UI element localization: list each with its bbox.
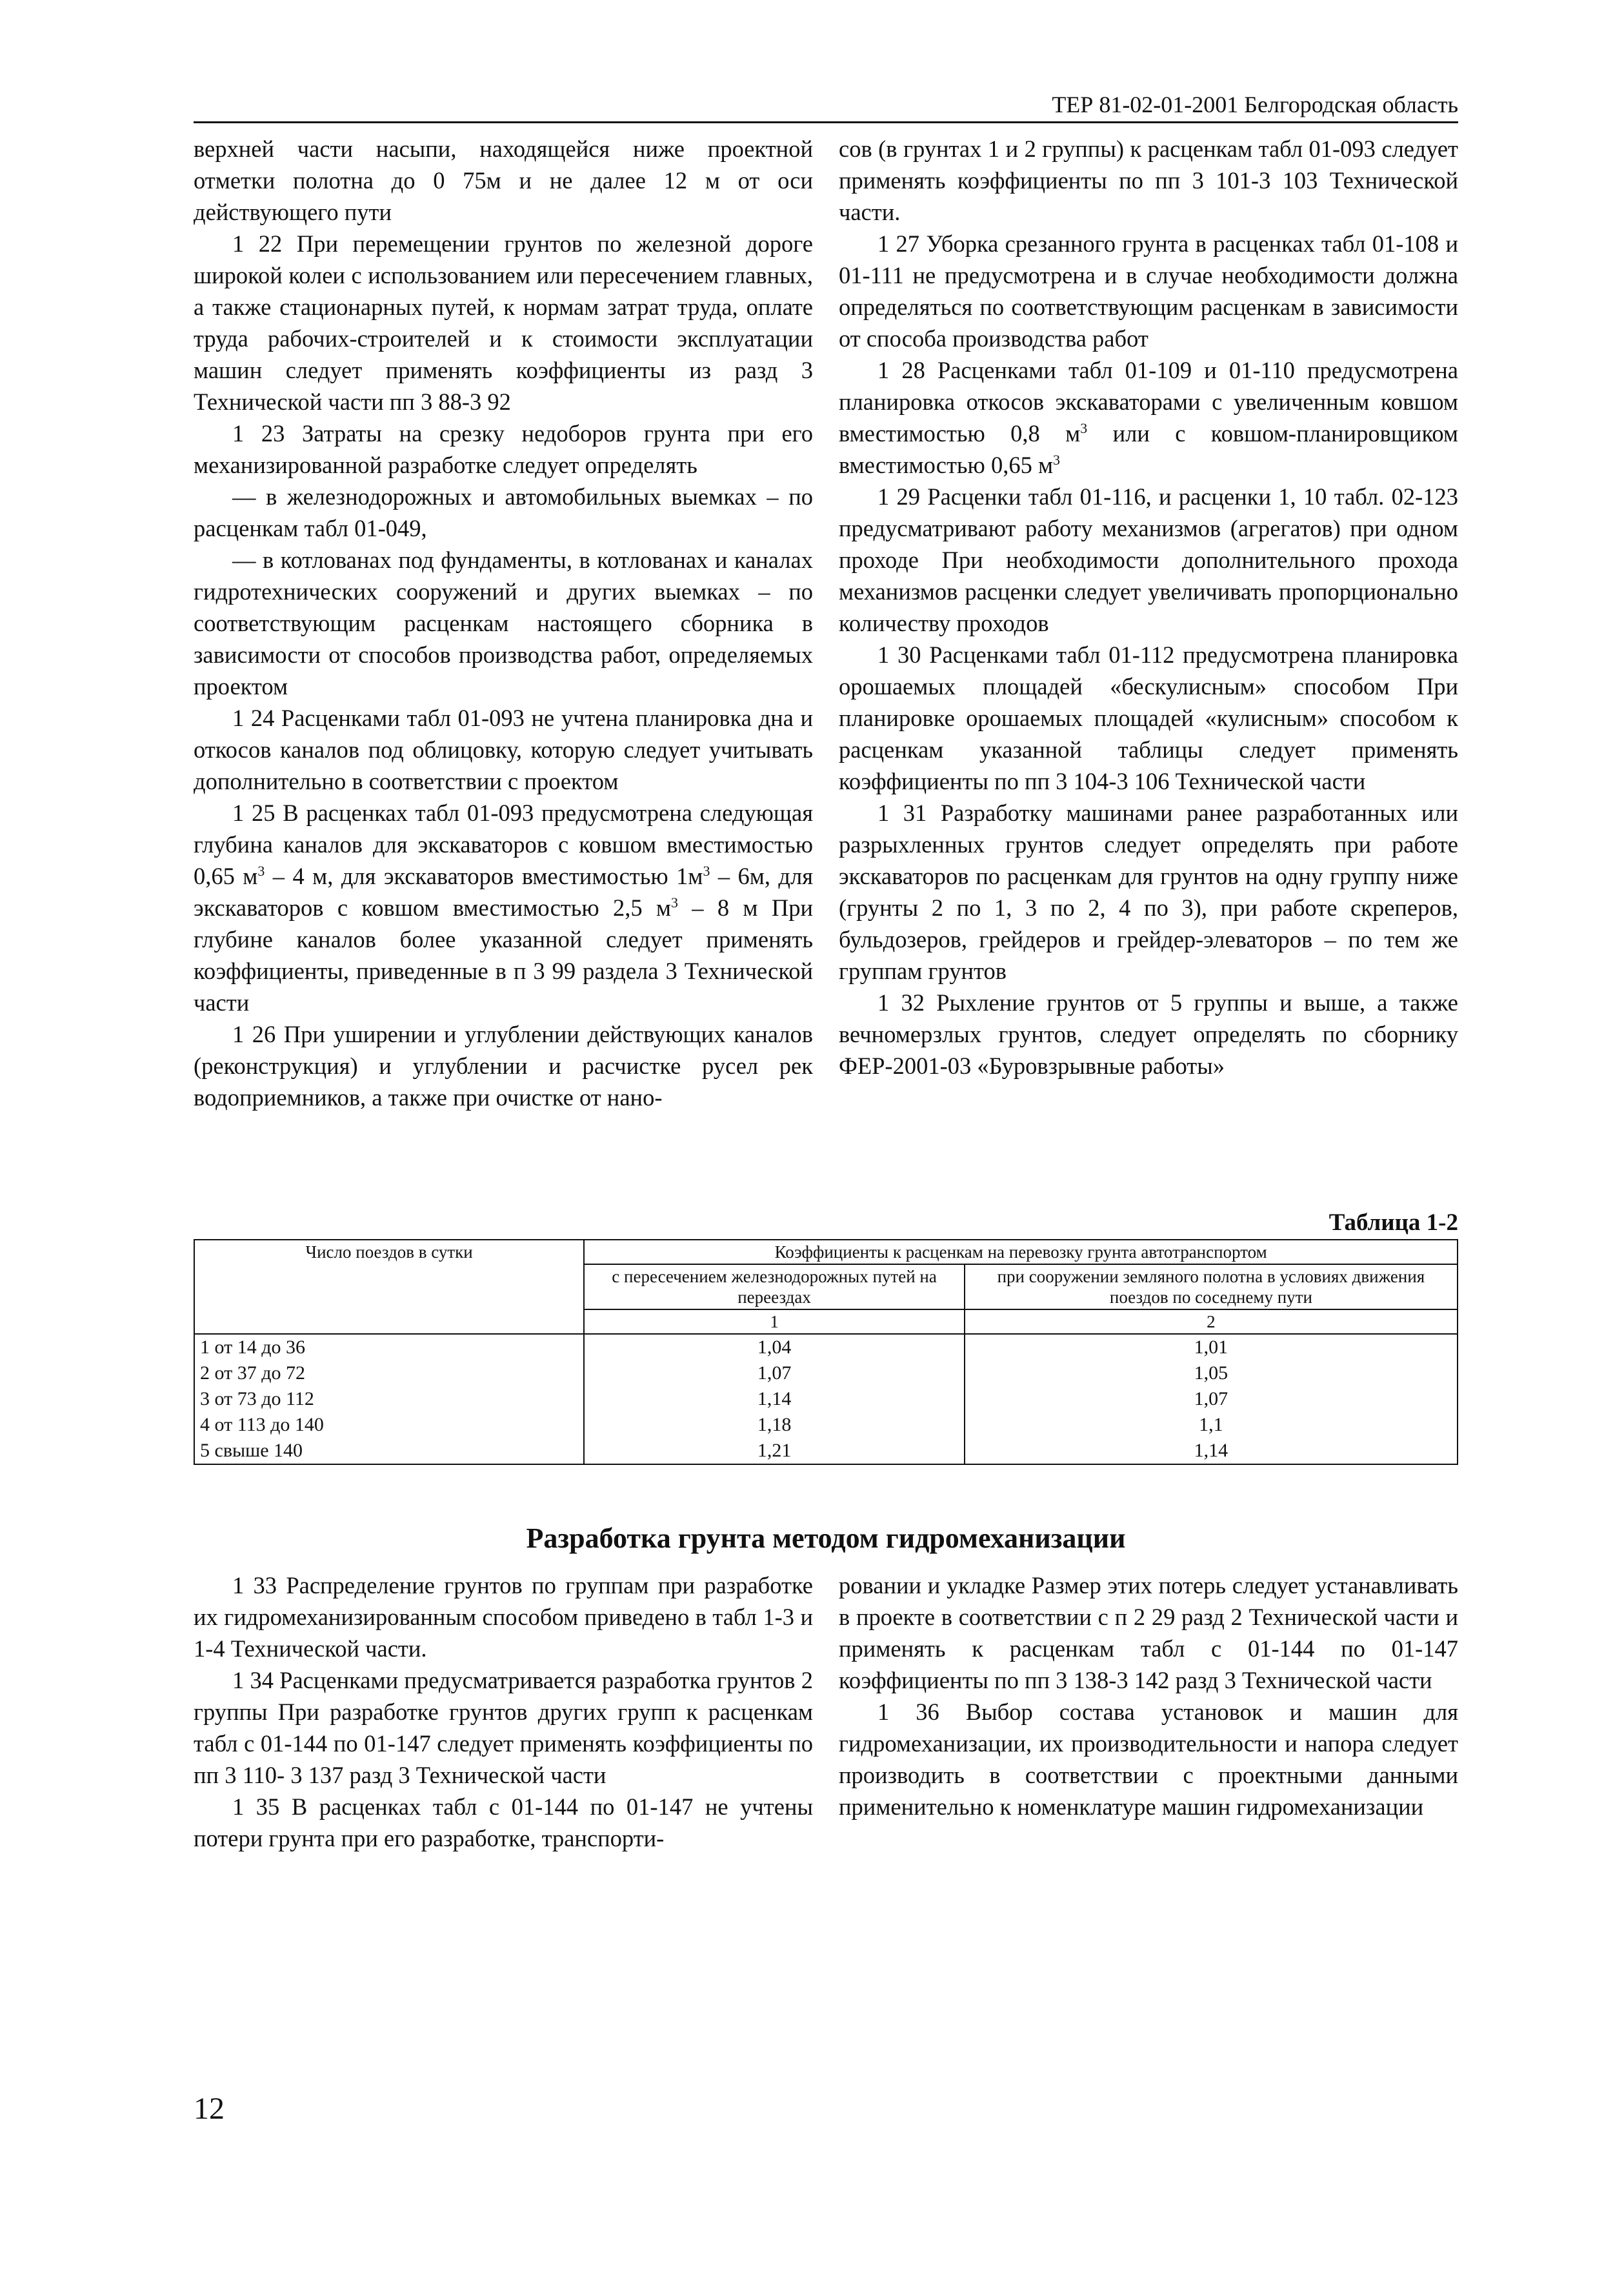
paragraph-1-28: 1 28 Расценками табл 01-109 и 01-110 предусмотрена планировка откосов экскаваторами с увеличенным ковшом вместимостью 0,8 $м^3$ или с ковшом-планировщиком вместимостью 0,65 $м^3$	[839, 357, 1458, 478]
cell-value: 1,14	[965, 1438, 1458, 1464]
coefficients-table	[194, 1239, 1458, 1465]
column-number: 2	[965, 1309, 1458, 1334]
page-header: ТЕР 81-02-01-2001 Белгородская область	[194, 90, 1458, 123]
cell-value: 1,01	[965, 1334, 1458, 1360]
paragraph-1-27: 1 27 Уборка срезанного грунта в расценках табл 01-108 и 01-111 не предусмотрена и в случае необходимости должна определяться по соответствующим расценкам в зависимости от способа производства работ	[839, 230, 1458, 352]
paragraph-1-31: 1 31 Разработку машинами ранее разработанных или разрыхленных грунтов следует определять при работе экскаваторов по расценкам для грунтов на одну группу ниже (грунты 2 по 1, 3 по 2, 4 по 3), при работе скреперов, бульдозеров, грейдеров и грейдер-элеваторов – по тем же группам грунтов	[839, 800, 1458, 984]
cell-value: 1,21	[584, 1438, 965, 1464]
paragraph-1-22: 1 22 При перемещении грунтов по железной дороге широкой колеи с использованием или пересечением главных, а также стационарных путей, к нормам затрат труда, оплате труда рабочих-строителей и к стоимости эксплуатации машин следует применять коэффициенты из разд 3 Технической части пп 3 88-3 92	[194, 230, 813, 415]
list-item-dash: — в железнодорожных и автомобильных выемках – по расценкам табл 01-049,	[194, 483, 813, 541]
row-label: 4 от 113 до 140	[194, 1412, 584, 1438]
paragraph-1-29: 1 29 Расценки табл 01-116, и расценки 1, 10 табл. 02-123 предусматривают работу механизмов (агрегатов) при одном проходе При необходимости дополнительного прохода механизмов расценки следует увеличивать пропорционально количеству проходов	[839, 483, 1458, 636]
header-trains-per-day: Число поездов в сутки	[194, 1240, 584, 1334]
top-text-columns	[194, 133, 1458, 1113]
cell-value: 1,14	[584, 1386, 965, 1412]
row-label: 5 свыше 140	[194, 1438, 584, 1464]
paragraph-1-34: 1 34 Расценками предусматривается разработка грунтов 2 группы При разработке грунтов других групп к расценкам табл с 01-144 по 01-147 следует применять коэффициенты по пп 3 110- 3 137 разд 3 Технической части	[194, 1667, 813, 1788]
row-label: 3 от 73 до 112	[194, 1386, 584, 1412]
cell-value: 1,07	[965, 1386, 1458, 1412]
bottom-text-columns	[194, 1569, 1458, 1854]
paragraph-1-30: 1 30 Расценками табл 01-112 предусмотрена планировка орошаемых площадей «бескулисным» способом При планировке орошаемых площадей «кулисным» способом к расценкам указанной таблицы следует применять коэффициенты по пп 3 104-3 106 Технической части	[839, 641, 1458, 794]
header-coefficients: Коэффициенты к расценкам на перевозку грунта автотранспортом	[584, 1240, 1458, 1264]
right-column-top	[839, 133, 1458, 1113]
paragraph: ровании и укладке Размер этих потерь следует устанавливать в проекте в соответствии с п 2 29 разд 2 Технической части и применять к расценкам табл с 01-144 по 01-147 коэффициенты по пп 3 138-3 142 разд 3 Технической части	[839, 1572, 1458, 1693]
paragraph-1-32: 1 32 Рыхление грунтов от 5 группы и выше, а также вечномерзлых грунтов, следует определять по сборнику ФЕР-2001-03 «Буровзрывные работы»	[839, 989, 1458, 1079]
row-label: 2 от 37 до 72	[194, 1360, 584, 1386]
paragraph-1-35: 1 35 В расценках табл с 01-144 по 01-147 не учтены потери грунта при его разработке, транспорти-	[194, 1793, 813, 1851]
paragraph-1-25: 1 25 В расценках табл 01-093 предусмотрена следующая глубина каналов для экскаваторов с ковшом вместимостью 0,65 $м^3 - 4$ м, для экскаваторов вместимостью $1м^3 - 6м$, для экскаваторов с ковшом вместимостью 2,5 $м^3 - 8$ м При глубине каналов более указанной следует применять коэффициенты, приведенные в п 3 99 раздела 3 Технической части	[194, 800, 813, 1016]
table-header-row	[194, 1240, 1458, 1264]
paragraph-1-33: 1 33 Распределение грунтов по группам при разработке их гидромеханизированным способом приведено в табл 1-3 и 1-4 Технической части.	[194, 1572, 813, 1662]
header-col-crossing: с пересечением железнодорожных путей на переездах	[584, 1264, 965, 1309]
paragraph-1-23: 1 23 Затраты на срезку недоборов грунта при его механизированной разработке следует определять	[194, 420, 813, 478]
table-row	[194, 1412, 1458, 1438]
paragraph-1-36: 1 36 Выбор состава установок и машин для гидромеханизации, их производительности и напора следует производить в соответствии с проектными данными применительно к номенклатуре машин гидромеханизации	[839, 1699, 1458, 1820]
paragraph: сов (в грунтах 1 и 2 группы) к расценкам табл 01-093 следует применять коэффициенты по пп 3 101-3 103 Технической части.	[839, 136, 1458, 225]
cell-value: 1,07	[584, 1360, 965, 1386]
table-row	[194, 1360, 1458, 1386]
left-column-bottom	[194, 1569, 813, 1854]
header-col-adjacent-track: при сооружении земляного полотна в условиях движения поездов по соседнему пути	[965, 1264, 1458, 1309]
table-row	[194, 1438, 1458, 1464]
section-title: Разработка грунта методом гидромеханизации	[526, 1522, 1126, 1554]
paragraph-1-26: 1 26 При уширении и углублении действующих каналов (реконструкция) и углублении и расчистке русел рек водоприемников, а также при очистке от нано-	[194, 1021, 813, 1111]
cell-value: 1,1	[965, 1412, 1458, 1438]
paragraph-1-24: 1 24 Расценками табл 01-093 не учтена планировка дна и откосов каналов под облицовку, которую следует учитывать дополнительно в соответствии с проектом	[194, 705, 813, 794]
table-row	[194, 1386, 1458, 1412]
table-row	[194, 1334, 1458, 1360]
right-column-bottom	[839, 1569, 1458, 1854]
row-label: 1 от 14 до 36	[194, 1334, 584, 1360]
column-number: 1	[584, 1309, 965, 1334]
table-caption: Таблица 1-2	[1328, 1209, 1458, 1236]
cell-value: 1,04	[584, 1334, 965, 1360]
cell-value: 1,18	[584, 1412, 965, 1438]
list-item-dash: — в котлованах под фундаменты, в котлованах и каналах гидротехнических сооружений и других выемках – по соответствующим расценкам настоящего сборника в зависимости от способов производства работ, определяемых проектом	[194, 547, 813, 700]
page-number: 12	[194, 2092, 225, 2126]
cell-value: 1,05	[965, 1360, 1458, 1386]
paragraph: верхней части насыпи, находящейся ниже проектной отметки полотна до 0 75м и не далее 12 м от оси действующего пути	[194, 136, 813, 225]
left-column-top	[194, 133, 813, 1113]
